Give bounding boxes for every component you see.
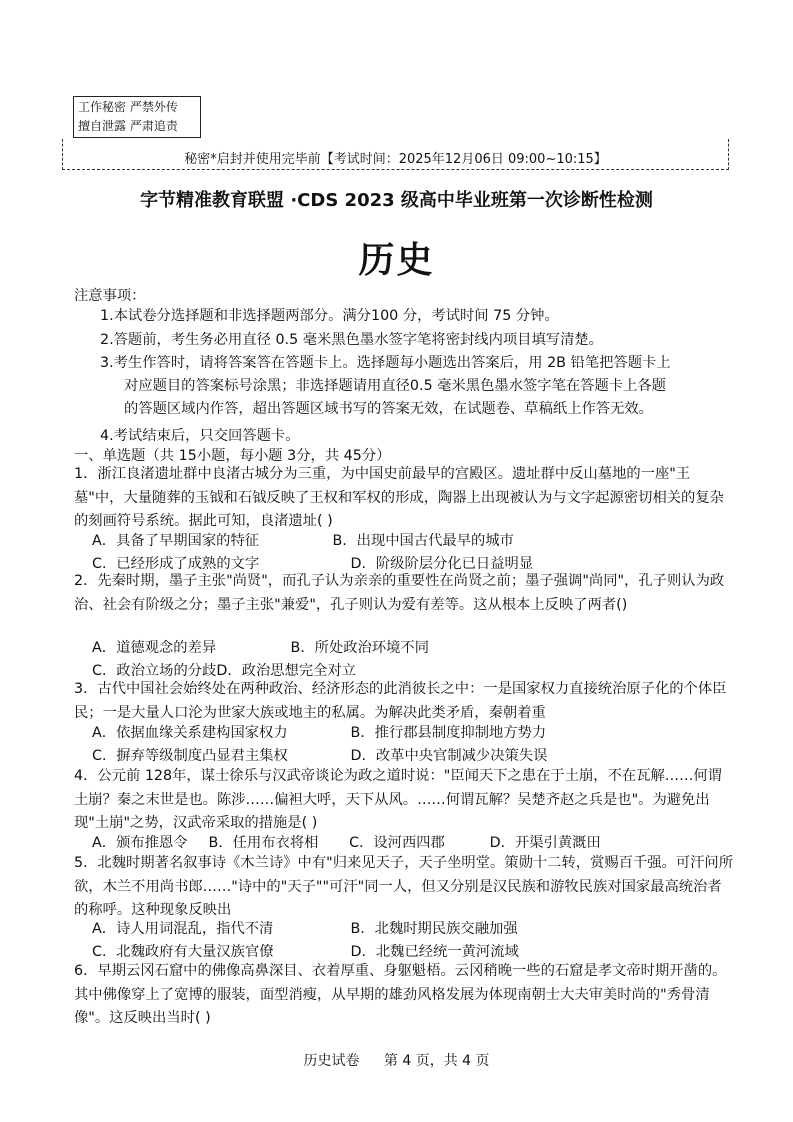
section-heading: 一、单选题（共 15小题，每小题 3分，共 45分） — [74, 448, 391, 464]
stamp-line-2: 擅自泄露 严肃追责 — [78, 119, 178, 133]
question-3-option-d: D．改革中央官制减少决策失误 — [350, 748, 548, 764]
question-5-stem: 5．北魏时期著名叙事诗《木兰诗》中有"归来见天子，天子坐明堂。策勋十二转，赏赐百千强。可汗问所欲，木兰不用尚书郎……"诗中的"天子""可汗"同一人，但又分别是汉民族和游牧民族对国家最高统治者的称呼。这种现象反映出 — [74, 855, 734, 918]
security-notice-box — [62, 139, 729, 170]
question-1-option-a: A．具备了早期国家的特征 — [92, 533, 260, 549]
question-4-option-c: C．设河西四郡 — [349, 835, 445, 851]
note-2: 2.答题前，考生务必用直径 0.5 毫米黑色墨水签字笔将密封线内项目填写清楚。 — [100, 332, 603, 348]
question-2-option-c: C．政治立场的分歧 — [92, 663, 217, 679]
question-1-option-d: D．阶级阶层分化已日益明显 — [350, 556, 534, 572]
question-1-option-c: C．已经形成了成熟的文字 — [92, 556, 260, 572]
security-notice: 秘密*启封并使用完毕前【考试时间：2025年12月06日 09:00~10:15】 — [184, 152, 607, 167]
question-5-option-b: B．北魏时期民族交融加强 — [350, 921, 518, 937]
question-1-stem: 1．浙江良渚遗址群中良渚古城分为三重，为中国史前最早的宫殿区。遗址群中反山墓地的一座"王墓"中，大量随葬的玉钺和石钺反映了王权和军权的形成，陶器上出现被认为与文字起源密切相关的复杂的刻画符号系统。据此可知，良渚遗址( ) — [74, 466, 724, 529]
footer-page-number: 第 4 页，共 4 页 — [383, 1053, 490, 1069]
page-footer — [0, 1050, 793, 1070]
question-2-options-row-1 — [92, 637, 429, 660]
question-2-option-a: A．道德观念的差异 — [92, 640, 217, 656]
question-1-option-b: B．出现中国古代最早的城市 — [332, 533, 514, 549]
question-1-options-row-1 — [92, 530, 514, 553]
footer-subject: 历史试卷 — [303, 1053, 360, 1069]
question-4-option-d: D．开渠引黄溉田 — [489, 835, 601, 851]
question-3-options-row-1 — [92, 722, 546, 745]
question-5-option-d: D．北魏已经统一黄河流域 — [350, 944, 519, 960]
question-4-option-b: B．任用布衣将相 — [208, 835, 319, 851]
question-2-option-d: D．政治思想完全对立 — [216, 663, 357, 679]
question-3-option-c: C．摒弃等级制度凸显君主集权 — [92, 748, 288, 764]
question-5-options-row-1 — [92, 918, 518, 941]
note-1: 1.本试卷分选择题和非选择题两部分。满分100 分，考试时间 75 分钟。 — [100, 308, 559, 324]
note-3-cont-1: 对应题目的答案标号涂黑；非选择题请用直径0.5 毫米黑色墨水签字笔在答题卡上各题 — [124, 378, 666, 394]
note-3-cont-2: 的答题区域内作答，超出答题区域书写的答案无效，在试题卷、草稿纸上作答无效。 — [124, 401, 653, 417]
exam-title: 字节精准教育联盟 ·CDS 2023 级高中毕业班第一次诊断性检测 — [140, 190, 653, 211]
question-4-option-a: A．颁布推恩令 — [92, 835, 188, 851]
question-3-option-b: B．推行郡县制度抑制地方势力 — [350, 725, 547, 741]
notes-heading: 注意事项： — [74, 288, 146, 304]
stamp-line-1: 工作秘密 严禁外传 — [78, 100, 178, 114]
subject-title: 历史 — [358, 239, 435, 281]
question-6-stem: 6．早期云冈石窟中的佛像高鼻深目、衣着厚重、身躯魁梧。云冈稍晚一些的石窟是孝文帝时期开凿的。其中佛像穿上了宽博的服装，面型消瘦，从早期的雄劲风格发展为体现南朝士大夫审美时尚的"秀骨清像"。这反映出当时( ) — [74, 963, 727, 1026]
confidential-stamp — [73, 96, 201, 138]
question-4-stem: 4．公元前 128年，谋士徐乐与汉武帝谈论为政之道时说："臣闻天下之患在于土崩，不在瓦解……何谓土崩？秦之末世是也。陈涉……偏袒大呼，天下从风。……何谓瓦解？吴楚齐赵之兵是也"。为避免出现"土崩"之势，汉武帝采取的措施是( ) — [74, 768, 722, 831]
note-4: 4.考试结束后，只交回答题卡。 — [100, 428, 300, 444]
question-3-stem: 3．古代中国社会始终处在两种政治、经济形态的此消彼长之中：一是国家权力直接统治原子化的个体臣民；一是大量人口沦为世家大族或地主的私属。为解决此类矛盾，秦朝着重 — [74, 681, 727, 721]
question-2-option-b: B．所处政治环境不同 — [290, 640, 430, 656]
question-5-option-c: C．北魏政府有大量汉族官僚 — [92, 944, 274, 960]
question-2-stem: 2．先秦时期，墨子主张"尚贤"，而孔子认为亲亲的重要性在尚贤之前；墨子强调"尚同"，孔子则认为政治、社会有阶级之分；墨子主张"兼爱"，孔子则认为爱有差等。这从根本上反映了两者() — [74, 573, 725, 613]
question-5-option-a: A．诗人用词混乱，指代不清 — [92, 921, 274, 937]
question-3-option-a: A．依据血缘关系建构国家权力 — [92, 725, 288, 741]
note-3: 3.考生作答时，请将答案答在答题卡上。选择题每小题选出答案后，用 2B 铅笔把答题卡上 — [100, 355, 671, 371]
